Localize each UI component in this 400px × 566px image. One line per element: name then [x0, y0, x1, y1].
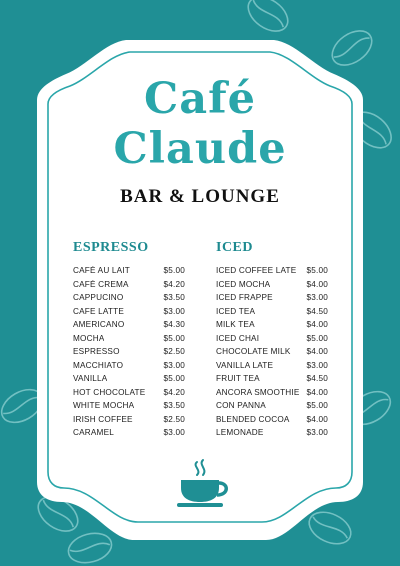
item-price: $4.50 — [306, 306, 328, 316]
item-name: AMERICANO — [73, 320, 125, 330]
item-name: VANILLA LATE — [216, 360, 274, 370]
item-price: $5.00 — [163, 333, 185, 343]
item-name: CAPPUCINO — [73, 293, 124, 303]
item-price: $4.00 — [306, 414, 328, 424]
item-name: BLENDED COCOA — [216, 414, 290, 424]
menu-item — [216, 264, 328, 278]
menu-item — [216, 305, 328, 319]
menu-item — [73, 318, 185, 332]
item-name: CHOCOLATE MILK — [216, 347, 291, 357]
item-name: ICED TEA — [216, 306, 256, 316]
item-price: $3.00 — [306, 360, 328, 370]
item-price: $3.00 — [306, 293, 328, 303]
item-name: WHITE MOCHA — [73, 401, 135, 411]
item-price: $2.50 — [163, 347, 185, 357]
item-name: ICED FRAPPE — [216, 293, 273, 303]
menu-item — [73, 345, 185, 359]
item-name: ICED MOCHA — [216, 279, 271, 289]
section-heading: ICED — [216, 240, 254, 255]
item-price: $5.00 — [306, 333, 328, 343]
item-name: MILK TEA — [216, 320, 255, 330]
coffee-cup-icon — [175, 458, 231, 510]
item-name: ANCORA SMOOTHIE — [216, 387, 300, 397]
item-price: $4.00 — [306, 387, 328, 397]
item-name: MOCHA — [73, 333, 105, 343]
item-name: CAFE LATTE — [73, 306, 124, 316]
menu-item — [73, 413, 185, 427]
item-name: CAFÉ CREMA — [73, 279, 129, 289]
item-name: IRISH COFFEE — [73, 414, 133, 424]
section-heading: ESPRESSO — [73, 240, 149, 255]
menu-item — [73, 264, 185, 278]
menu-item — [73, 332, 185, 346]
item-price: $3.00 — [163, 360, 185, 370]
menu-item — [216, 332, 328, 346]
menu-item — [73, 386, 185, 400]
item-price: $5.00 — [163, 374, 185, 384]
item-price: $2.50 — [163, 414, 185, 424]
menu-item — [216, 386, 328, 400]
menu-item — [73, 305, 185, 319]
menu-item — [73, 399, 185, 413]
menu-item — [73, 372, 185, 386]
iced-list — [216, 264, 328, 440]
item-price: $4.20 — [163, 279, 185, 289]
item-price: $3.00 — [306, 428, 328, 438]
item-name: FRUIT TEA — [216, 374, 260, 384]
item-price: $5.00 — [306, 266, 328, 276]
item-name: LEMONADE — [216, 428, 264, 438]
item-price: $3.00 — [163, 428, 185, 438]
cafe-title-line1: Café — [144, 74, 256, 124]
cafe-title-line2: Claude — [113, 124, 287, 174]
menu-item — [216, 359, 328, 373]
espresso-section — [73, 240, 185, 440]
item-name: MACCHIATO — [73, 360, 124, 370]
item-price: $4.50 — [306, 374, 328, 384]
item-price: $5.00 — [163, 266, 185, 276]
espresso-list — [73, 264, 185, 440]
menu-item — [216, 399, 328, 413]
menu-item — [216, 345, 328, 359]
menu-item — [216, 278, 328, 292]
item-price: $4.00 — [306, 320, 328, 330]
iced-section — [216, 240, 328, 440]
menu-item — [216, 413, 328, 427]
item-name: CAFÉ AU LAIT — [73, 266, 130, 276]
menu-subtitle: BAR & LOUNGE — [120, 186, 280, 207]
item-name: CARAMEL — [73, 428, 114, 438]
item-name: HOT CHOCOLATE — [73, 387, 146, 397]
item-name: ICED COFFEE LATE — [216, 266, 297, 276]
menu-item — [216, 372, 328, 386]
menu-item — [216, 426, 328, 440]
item-name: CON PANNA — [216, 401, 266, 411]
item-name: ICED CHAI — [216, 333, 260, 343]
item-name: VANILLA — [73, 374, 108, 384]
menu-item — [216, 291, 328, 305]
item-name: ESPRESSO — [73, 347, 120, 357]
item-price: $3.50 — [163, 293, 185, 303]
item-price: $5.00 — [306, 401, 328, 411]
item-price: $3.50 — [163, 401, 185, 411]
item-price: $3.00 — [163, 306, 185, 316]
item-price: $4.00 — [306, 347, 328, 357]
menu-item — [73, 426, 185, 440]
item-price: $4.00 — [306, 279, 328, 289]
menu-item — [73, 291, 185, 305]
menu-item — [73, 278, 185, 292]
menu-item — [216, 318, 328, 332]
item-price: $4.30 — [163, 320, 185, 330]
item-price: $4.20 — [163, 387, 185, 397]
menu-item — [73, 359, 185, 373]
